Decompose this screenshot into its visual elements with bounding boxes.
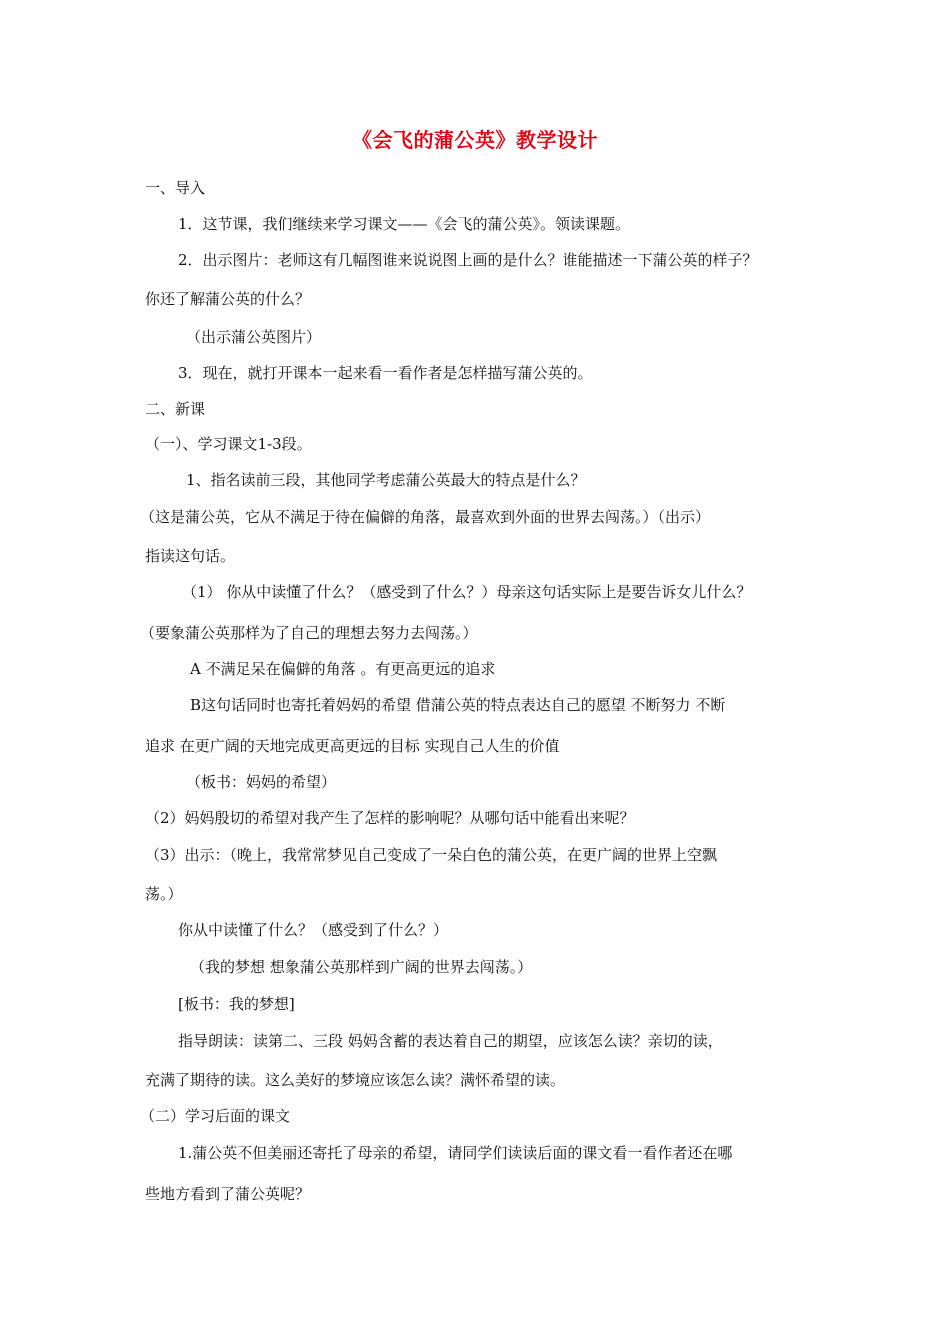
paragraph-line: 指导朗读：读第二、三段 妈妈含蓄的表达着自己的期望，应该怎么读？亲切的读， [178,1032,723,1050]
paragraph-line: 1.蒲公英不但美丽还寄托了母亲的希望，请同学们读读后面的课文看一看作者还在哪 [178,1144,733,1162]
paragraph-line: （1） 你从中读懂了什么？（感受到了什么？）母亲这句话实际上是要告诉女儿什么？ [182,583,752,601]
paragraph-line: 2．出示图片：老师这有几幅图谁来说说图上画的是什么？谁能描述一下蒲公英的样子？ [178,251,758,269]
paragraph-line: （3）出示：（晚上，我常常梦见自己变成了一朵白色的蒲公英，在更广阔的世界上空飘 [145,846,718,864]
paragraph-line: （我的梦想 想象蒲公英那样到广阔的世界去闯荡。） [190,958,533,976]
section-heading-new-lesson: 二、新课 [145,400,206,418]
paragraph-line: 你从中读懂了什么？（感受到了什么？） [178,921,449,939]
paragraph-line: 3．现在，就打开课本一起来看一看作者是怎样描写蒲公英的。 [178,364,593,382]
paragraph-line: B这句话同时也寄托着妈妈的希望 借蒲公英的特点表达自己的愿望 不断努力 不断 [190,696,726,714]
paragraph-line: 指读这句话。 [145,547,236,565]
paragraph-line: 追求 在更广阔的天地完成更高更远的目标 实现自己人生的价值 [145,737,560,755]
paragraph-line: 荡。） [145,885,183,903]
paragraph-line: A 不满足呆在偏僻的角落 。有更高更远的追求 [190,660,496,678]
paragraph-line: 1、指名读前三段，其他同学考虑蒲公英最大的特点是什么？ [186,471,586,489]
paragraph-line: 你还了解蒲公英的什么？ [145,290,311,308]
paragraph-line: 1．这节课，我们继续来学习课文——《会飞的蒲公英》。领读课题。 [178,215,631,233]
paragraph-line: （2）妈妈殷切的希望对我产生了怎样的影响呢？从哪句话中能看出来呢？ [145,809,635,827]
paragraph-line: （这是蒲公英，它从不满足于待在偏僻的角落，最喜欢到外面的世界去闯荡。）（出示） [140,508,711,526]
paragraph-line: （出示蒲公英图片） [186,328,322,346]
subsection-heading: （一）、学习课文1-3段。 [145,435,312,453]
paragraph-line: （要象蒲公英那样为了自己的理想去努力去闯荡。） [140,624,478,642]
document-title: 《会飞的蒲公英》教学设计 [352,128,598,152]
board-note: [板书：我的梦想] [178,995,295,1013]
board-note: （板书：妈妈的希望） [186,773,337,791]
paragraph-line: 些地方看到了蒲公英呢？ [145,1185,311,1203]
subsection-heading: （二）学习后面的课文 [140,1107,291,1125]
paragraph-line: 充满了期待的读。这么美好的梦境应该怎么读？满怀希望的读。 [145,1071,566,1089]
section-heading-intro: 一、导入 [145,179,206,197]
